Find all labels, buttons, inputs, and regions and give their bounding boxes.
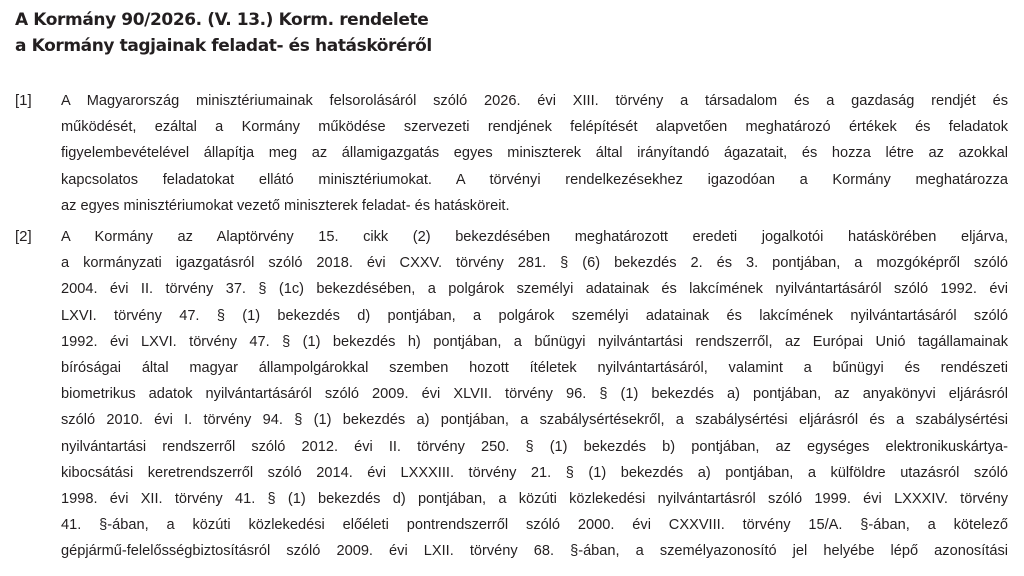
paragraph-text (61, 224, 1008, 564)
text-line: A Magyarország minisztériumainak felsorolásáról szóló 2026. évi XIII. törvény a társadalom és a gazdaság rendjét és (61, 93, 1008, 109)
text-line: kapcsolatos feladatokat ellátó minisztériumokat. A törvényi rendelkezésekhez igazodóan a Kormány meghatározza (61, 171, 1008, 188)
text-line: nyilvántartási rendszerről szóló 2012. évi II. törvény 250. § (1) bekezdés b) pontjában, az egységes elektronikuskártya- (61, 438, 1008, 455)
text-line: kibocsátási keretrendszerről szóló 2014. évi LXXXIII. törvény 21. § (1) bekezdés a) pontjában, a külföldre utazásról szóló (61, 464, 1008, 481)
text-line: figyelembevételével állapítja meg az államigazgatás egyes miniszterek által irányítandó ágazatait, és hozza létre az azokkal (61, 145, 1008, 162)
text-line: 41. §-ában, a közúti közlekedési előéleti pontrendszerről szóló 2000. évi CXXVIII. törvény 15/A. §-ában, a kötelező (61, 517, 1008, 534)
text-line: 1992. évi LXVI. törvény 47. § (1) bekezdés h) pontjában, a bűnügyi nyilvántartási rendszerről, az Európai Unió tagállamainak (61, 333, 1008, 350)
text-line: gépjármű-felelősségbiztosításról szóló 2009. évi LXII. törvény 68. §-ában, a személyazonosító jel helyébe lépő azonosítási (61, 543, 1008, 560)
text-line: 1998. évi XII. törvény 41. § (1) bekezdés d) pontjában, a közúti közlekedési nyilvántartásról szóló 1999. évi LXXXIV. törvény (61, 490, 1008, 507)
title-line-1: A Kormány 90/2026. (V. 13.) Korm. rendelete (15, 10, 429, 30)
text-line: a kormányzati igazgatásról szóló 2018. évi CXXV. törvény 281. § (6) bekezdés 2. és 3. pontjában, a mozgóképről szóló (61, 255, 1008, 272)
title-line-2: a Kormány tagjainak feladat- és hatásköréről (15, 36, 432, 56)
document-title (15, 7, 1005, 59)
paragraph-text (61, 88, 1008, 219)
paragraph-number: [1] (15, 92, 32, 109)
text-line: működését, ezáltal a Kormány működése szervezeti rendjének felépítését alapvetően meghatározó értékek és feladatok (61, 119, 1008, 136)
text-line: LXVI. törvény 47. § (1) bekezdés d) pontjában, a polgárok személyi adatainak és lakcímének nyilvántartásáról szóló (61, 307, 1008, 324)
text-line: 2004. évi II. törvény 37. § (1c) bekezdésében, a polgárok személyi adatainak és lakcímének nyilvántartásáról szóló 1992. évi (61, 281, 1008, 298)
text-line: A Kormány az Alaptörvény 15. cikk (2) bekezdésében meghatározott eredeti jogalkotói hatáskörében eljárva, (61, 229, 1008, 245)
text-line: bíróságai által magyar állampolgárokkal szemben hozott ítéletek nyilvántartásáról, valamint a bűnügyi és rendészeti (61, 359, 1008, 376)
paragraph-number: [2] (15, 228, 32, 245)
text-line: biometrikus adatok nyilvántartásáról szóló 2009. évi XLVII. törvény 96. § (1) bekezdés a) pontjában, az anyakönyvi eljárásról (61, 386, 1008, 403)
text-line: az egyes minisztériumokat vezető miniszterek feladat- és hatásköreit. (61, 197, 510, 214)
text-line: szóló 2010. évi I. törvény 94. § (1) bekezdés a) pontjában, a szabálysértésekről, a szabálysértési eljárásról és a szabálysértési (61, 412, 1008, 429)
